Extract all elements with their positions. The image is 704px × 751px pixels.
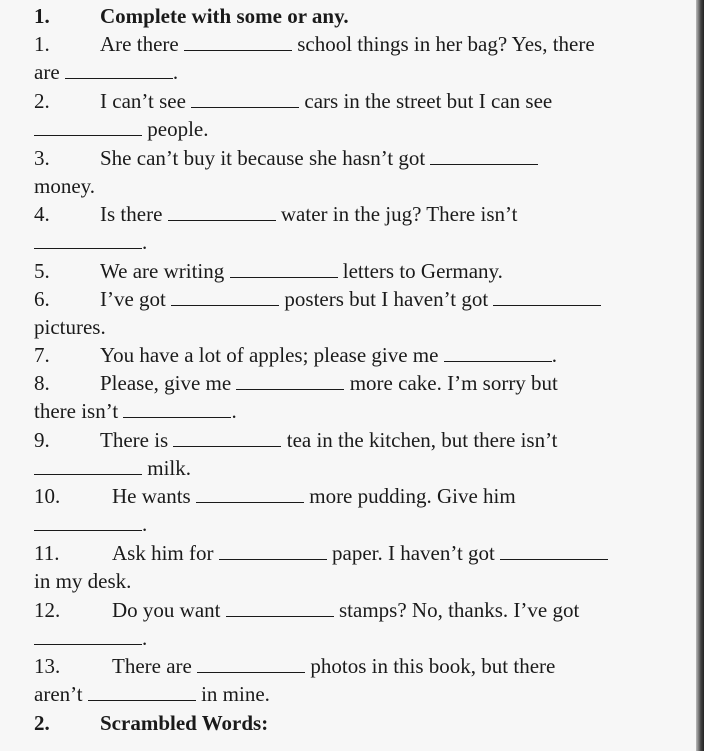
item-text (112, 483, 516, 509)
item-text-part: milk. (147, 456, 192, 480)
item-text-part: paper. I haven’t got (332, 541, 495, 565)
item-text-part: aren’t (34, 682, 83, 706)
item-text-part: pictures. (34, 315, 106, 339)
answer-blank[interactable] (34, 626, 142, 645)
exercise-item-8-continued (34, 398, 237, 424)
item-text-part: There are (112, 654, 192, 678)
item-text-part: in my desk. (34, 569, 132, 593)
item-text-part: water in the jug? There isn’t (280, 202, 518, 226)
item-punctuation: . (231, 399, 237, 423)
item-punctuation: . (172, 60, 179, 84)
answer-blank[interactable] (430, 146, 538, 165)
item-text-part: more pudding. Give him (309, 484, 516, 508)
answer-blank[interactable] (236, 371, 344, 390)
item-punctuation: . (142, 512, 148, 536)
item-text (100, 88, 552, 114)
item-text (100, 427, 558, 453)
section-1-number: 1. (34, 4, 50, 28)
item-number: 8. (34, 371, 50, 395)
item-number: 9. (34, 428, 50, 452)
item-text (112, 653, 555, 679)
answer-blank[interactable] (34, 117, 142, 136)
item-text-part: letters to Germany. (342, 259, 503, 283)
item-text (100, 201, 517, 227)
item-text-part: photos in this book, but there (310, 654, 556, 678)
item-text-part: Please, give me (100, 371, 232, 395)
answer-blank[interactable] (191, 89, 299, 108)
item-text-part: posters but I haven’t got (284, 287, 489, 311)
item-text (112, 540, 608, 566)
item-punctuation: . (142, 230, 148, 254)
answer-blank[interactable] (219, 541, 327, 560)
section-2-number: 2. (34, 711, 50, 735)
item-number: 4. (34, 202, 50, 226)
answer-blank[interactable] (500, 541, 608, 560)
answer-blank[interactable] (88, 682, 196, 701)
answer-blank[interactable] (230, 259, 338, 278)
item-number: 2. (34, 89, 50, 113)
section-2-heading: Scrambled Words: (100, 711, 269, 735)
item-text-part: more cake. I’m sorry but (349, 371, 558, 395)
answer-blank[interactable] (173, 428, 281, 447)
answer-blank[interactable] (34, 512, 142, 531)
answer-blank[interactable] (34, 230, 142, 249)
exercise-item-11-continued (34, 568, 131, 594)
answer-blank[interactable] (123, 399, 231, 418)
exercise-item-13-continued (34, 681, 270, 707)
answer-blank[interactable] (184, 32, 292, 51)
exercise-item-2-continued (34, 116, 208, 142)
answer-blank[interactable] (197, 654, 305, 673)
item-number: 1. (34, 32, 50, 56)
page-edge-shadow (696, 0, 704, 751)
item-text (100, 31, 595, 57)
item-number: 11. (34, 541, 60, 565)
exercise-item-1-continued (34, 59, 178, 85)
item-text (100, 145, 538, 171)
item-text-part: I’ve got (100, 287, 166, 311)
item-text-part: people. (147, 117, 209, 141)
item-text-part: He wants (112, 484, 191, 508)
answer-blank[interactable] (444, 343, 552, 362)
item-text-part: Are there (100, 32, 179, 56)
exercise-item-3-continued (34, 173, 95, 199)
item-text-part: We are writing (100, 259, 225, 283)
item-text (100, 258, 503, 284)
exercise-item-10-continued (34, 511, 147, 537)
item-text-part: in mine. (201, 682, 270, 706)
item-number: 3. (34, 146, 50, 170)
answer-blank[interactable] (196, 484, 304, 503)
item-text-part: Is there (100, 202, 163, 226)
item-text (100, 342, 557, 368)
answer-blank[interactable] (493, 287, 601, 306)
item-text-part: There is (100, 428, 169, 452)
item-text-part: there isn’t (34, 399, 119, 423)
item-text-part: money. (34, 174, 96, 198)
exercise-item-4-continued (34, 229, 147, 255)
item-text-part: Ask him for (112, 541, 214, 565)
item-text-part: tea in the kitchen, but there isn’t (286, 428, 558, 452)
item-number: 5. (34, 259, 50, 283)
item-number: 6. (34, 287, 50, 311)
item-text-part: school things in her bag? Yes, there (297, 32, 595, 56)
item-text (112, 597, 579, 623)
item-text-part: stamps? No, thanks. I’ve got (339, 598, 580, 622)
item-punctuation: . (551, 343, 557, 367)
item-text-part: cars in the street but I can see (304, 89, 553, 113)
item-text-part: You have a lot of apples; please give me (100, 343, 439, 367)
item-number: 10. (34, 484, 61, 508)
exercise-item-12-continued (34, 625, 147, 651)
item-text-part: Do you want (112, 598, 221, 622)
answer-blank[interactable] (226, 598, 334, 617)
item-text-part: are (34, 60, 60, 84)
item-number: 12. (34, 598, 61, 622)
item-text-part: She can’t buy it because she hasn’t got (100, 146, 426, 170)
item-number: 7. (34, 343, 50, 367)
answer-blank[interactable] (168, 202, 276, 221)
exercise-item-6-continued (34, 314, 106, 340)
item-punctuation: . (142, 626, 148, 650)
exercise-item-9-continued (34, 455, 191, 481)
section-1-heading: Complete with some or any. (100, 4, 349, 28)
item-text (100, 286, 601, 312)
item-text (100, 370, 558, 396)
item-text-part: I can’t see (100, 89, 186, 113)
answer-blank[interactable] (65, 60, 173, 79)
answer-blank[interactable] (171, 287, 279, 306)
answer-blank[interactable] (34, 456, 142, 475)
item-number: 13. (34, 654, 61, 678)
